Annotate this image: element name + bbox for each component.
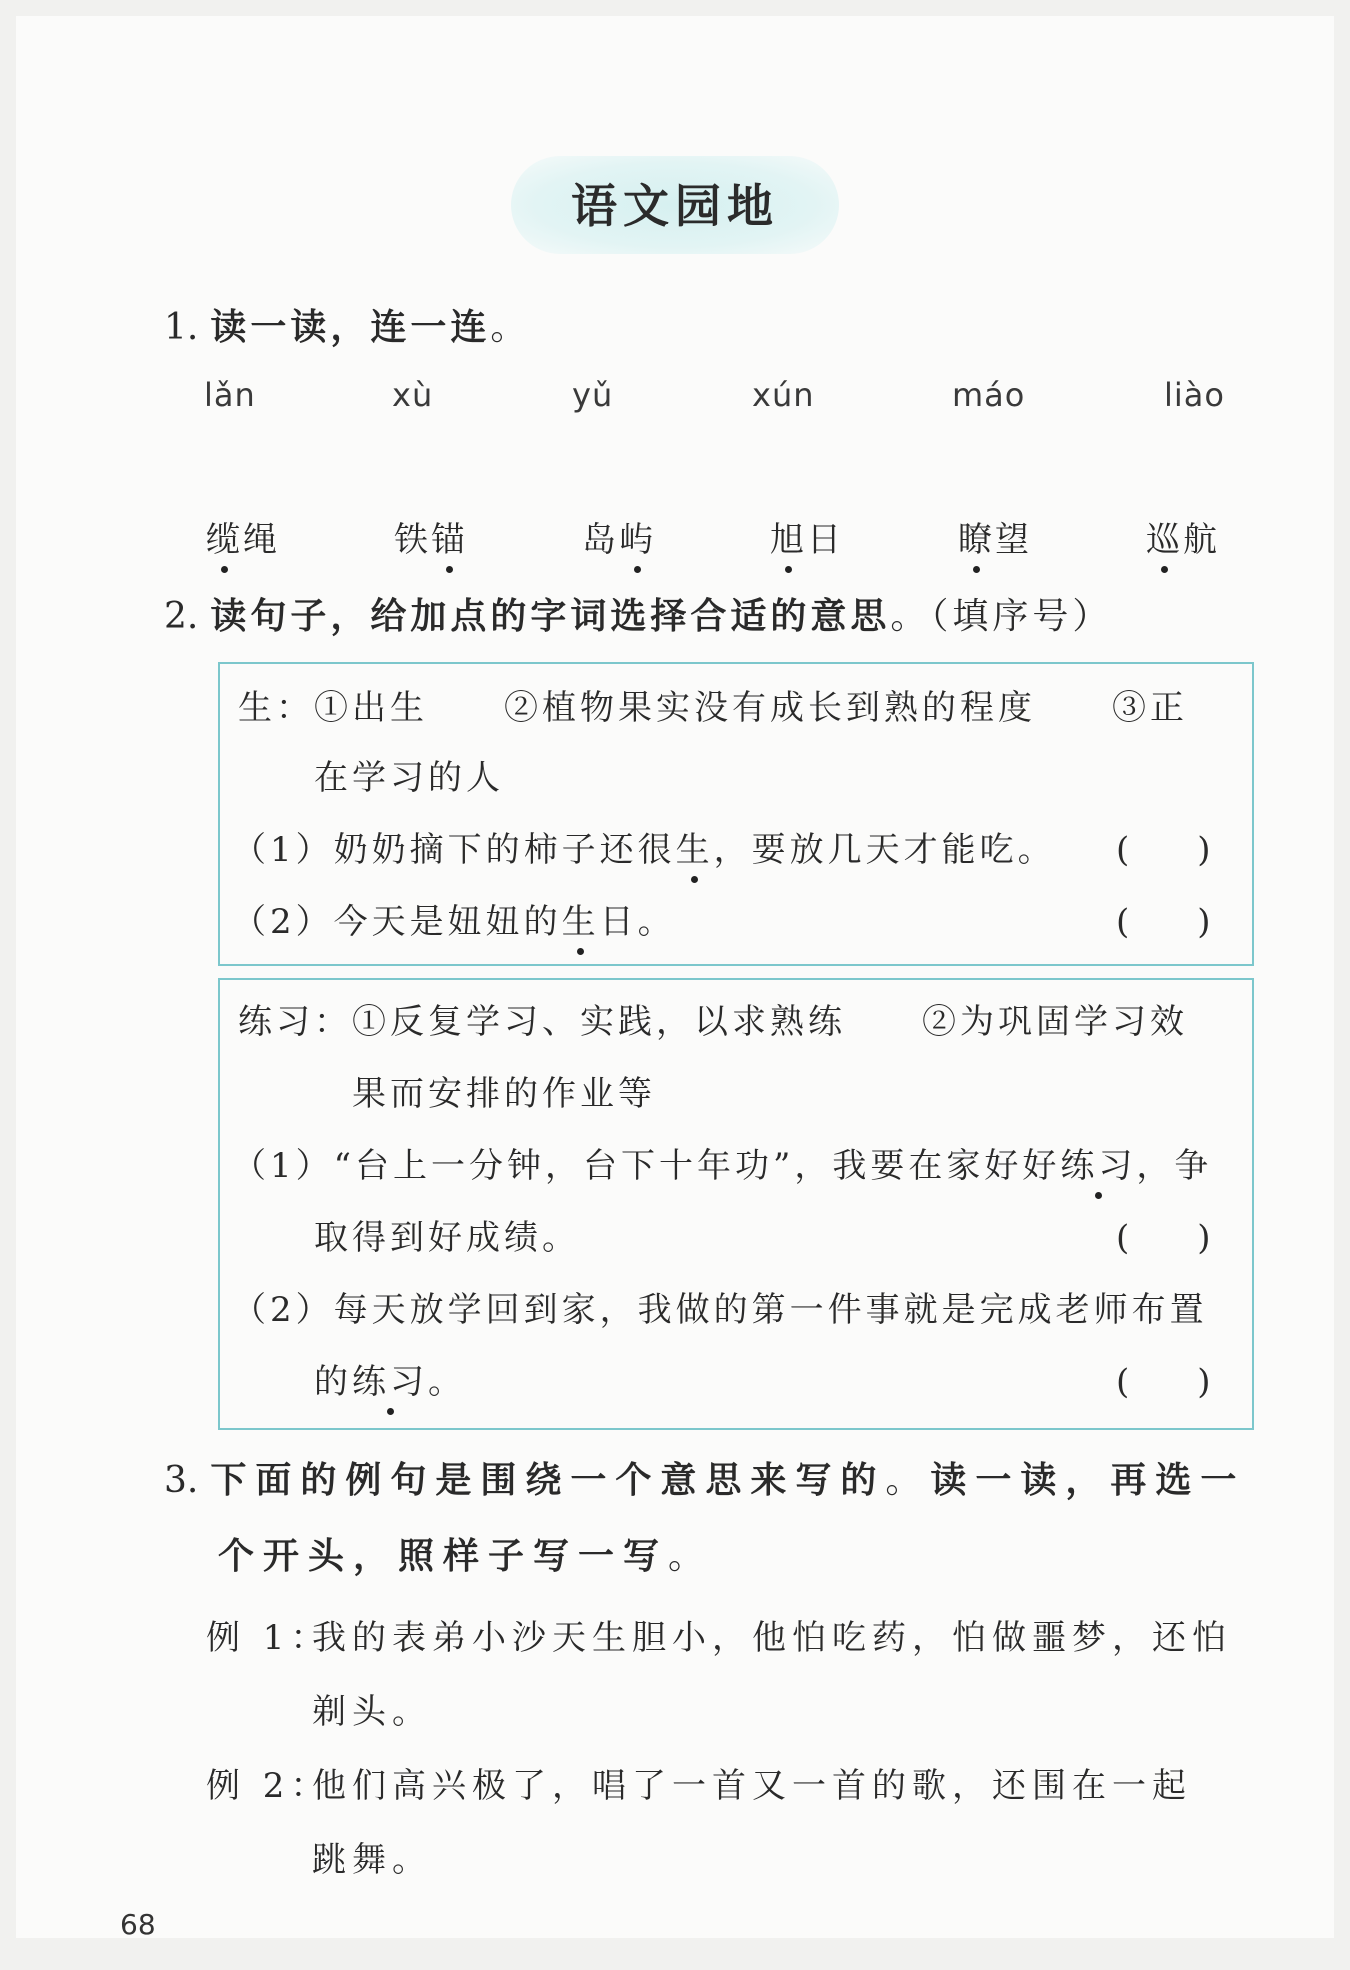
- question-2-tail: 。（填序号）: [890, 596, 1113, 637]
- example-2-line-2: 跳舞。: [312, 1840, 432, 1880]
- example-1-label: 例 1：: [206, 1618, 331, 1658]
- question-1-tail: 。: [490, 307, 531, 348]
- word-5-post: 望: [995, 520, 1032, 560]
- word-4-dotted: 旭: [770, 512, 807, 561]
- pinyin-4: xún: [752, 376, 815, 414]
- example-1-line-1: 我的表弟小沙天生胆小，他怕吃药，怕做噩梦，还怕: [312, 1618, 1232, 1658]
- lianxi-definition-line-1: 练习：①反复学习、实践，以求熟练 ②为巩固学习效: [238, 1002, 1188, 1042]
- answer-blank-3[interactable]: ( ): [1116, 1218, 1211, 1258]
- lianxi-sentence-2-dotted: 练习: [352, 1354, 428, 1403]
- word-2-pre: 铁: [394, 520, 431, 560]
- page-number: 68: [120, 1908, 156, 1941]
- word-2: [394, 512, 468, 561]
- sheng-sentence-1-dotted: 生: [676, 822, 714, 871]
- pinyin-1: lǎn: [204, 376, 256, 414]
- lianxi-sentence-2: （2）每天放学回到家，我做的第一件事就是完成老师布置: [232, 1290, 1208, 1330]
- lianxi-sentence-1-line-2: 取得到好成绩。: [314, 1218, 580, 1258]
- lianxi-sentence-1: [232, 1138, 1212, 1187]
- question-3-heading-line-2: [218, 1528, 713, 1579]
- pinyin-3: yǔ: [572, 376, 614, 414]
- question-2-heading: [164, 588, 1112, 639]
- lianxi-sentence-2-pre: 的: [314, 1362, 352, 1402]
- question-3-text-1: 下面的例句是围绕一个意思来写的: [210, 1459, 886, 1501]
- sheng-sentence-1: [232, 822, 1056, 871]
- word-1-dotted: 缆: [206, 512, 243, 561]
- example-2-line-1: 他们高兴极了，唱了一首又一首的歌，还围在一起: [312, 1766, 1192, 1806]
- word-3: [582, 512, 656, 561]
- question-1-text: 读一读，连一连: [210, 306, 491, 348]
- question-3-text-2: 个开头，照样子写一写: [218, 1535, 669, 1577]
- pinyin-2: xù: [392, 376, 434, 414]
- question-1-number: 1.: [164, 307, 199, 348]
- word-2-dotted: 锚: [431, 512, 468, 561]
- lianxi-sentence-1-dotted: 练习: [1060, 1138, 1136, 1187]
- word-1: [206, 512, 280, 561]
- question-3-heading-line-1: [164, 1452, 1245, 1503]
- word-6-post: 航: [1183, 520, 1220, 560]
- lianxi-sentence-2-post: 。: [428, 1362, 466, 1402]
- question-1-heading: [164, 299, 530, 350]
- word-3-pre: 岛: [582, 520, 619, 560]
- word-6: [1146, 512, 1220, 561]
- answer-blank-4[interactable]: ( ): [1116, 1362, 1211, 1402]
- sheng-sentence-2: [232, 894, 676, 943]
- question-3-text-2-tail: 。: [668, 1536, 714, 1577]
- workbook-page: [16, 16, 1334, 1941]
- word-3-dotted: 屿: [619, 512, 656, 561]
- question-3-text-1-end: 读一读，再选一: [930, 1459, 1246, 1501]
- word-6-dotted: 巡: [1146, 512, 1183, 561]
- sheng-sentence-1-pre: （1）奶奶摘下的柿子还很: [232, 830, 676, 870]
- question-3-number: 3.: [164, 1460, 199, 1501]
- title-banner: [16, 156, 1334, 254]
- page-title: 语文园地: [511, 156, 839, 254]
- word-5: [958, 512, 1032, 561]
- example-2-label: 例 2：: [206, 1766, 331, 1806]
- sheng-sentence-2-pre: （2）今天是妞妞的: [232, 902, 562, 942]
- sheng-sentence-2-dotted: 生: [562, 894, 600, 943]
- question-3-text-1-punct: 。: [885, 1460, 931, 1501]
- pinyin-5: máo: [952, 376, 1026, 414]
- sheng-definition-line-2: 在学习的人: [314, 758, 504, 798]
- lianxi-sentence-2-line-2: [314, 1354, 466, 1403]
- question-2-number: 2.: [164, 596, 199, 637]
- pinyin-6: liào: [1164, 376, 1225, 414]
- word-5-dotted: 瞭: [958, 512, 995, 561]
- lianxi-definition-line-2: 果而安排的作业等: [352, 1074, 656, 1114]
- definition-box-sheng: [218, 662, 1254, 966]
- answer-blank-1[interactable]: ( ): [1116, 830, 1211, 870]
- word-4: [770, 512, 844, 561]
- sheng-sentence-1-post: ，要放几天才能吃。: [713, 830, 1056, 870]
- definition-box-lianxi: [218, 978, 1254, 1430]
- lianxi-sentence-1-post: ，争: [1136, 1146, 1213, 1186]
- sheng-definition-line-1: 生：①出生 ②植物果实没有成长到熟的程度 ③正: [238, 688, 1188, 728]
- question-2-text: 读句子，给加点的字词选择合适的意思: [210, 595, 891, 637]
- word-1-post: 绳: [243, 520, 280, 560]
- sheng-sentence-2-post: 日。: [599, 902, 676, 942]
- answer-blank-2[interactable]: ( ): [1116, 902, 1211, 942]
- lianxi-sentence-1-pre: （1）“台上一分钟，台下十年功”，我要在家好好: [232, 1146, 1061, 1186]
- word-4-post: 日: [807, 520, 844, 560]
- example-1-line-2: 剃头。: [312, 1692, 432, 1732]
